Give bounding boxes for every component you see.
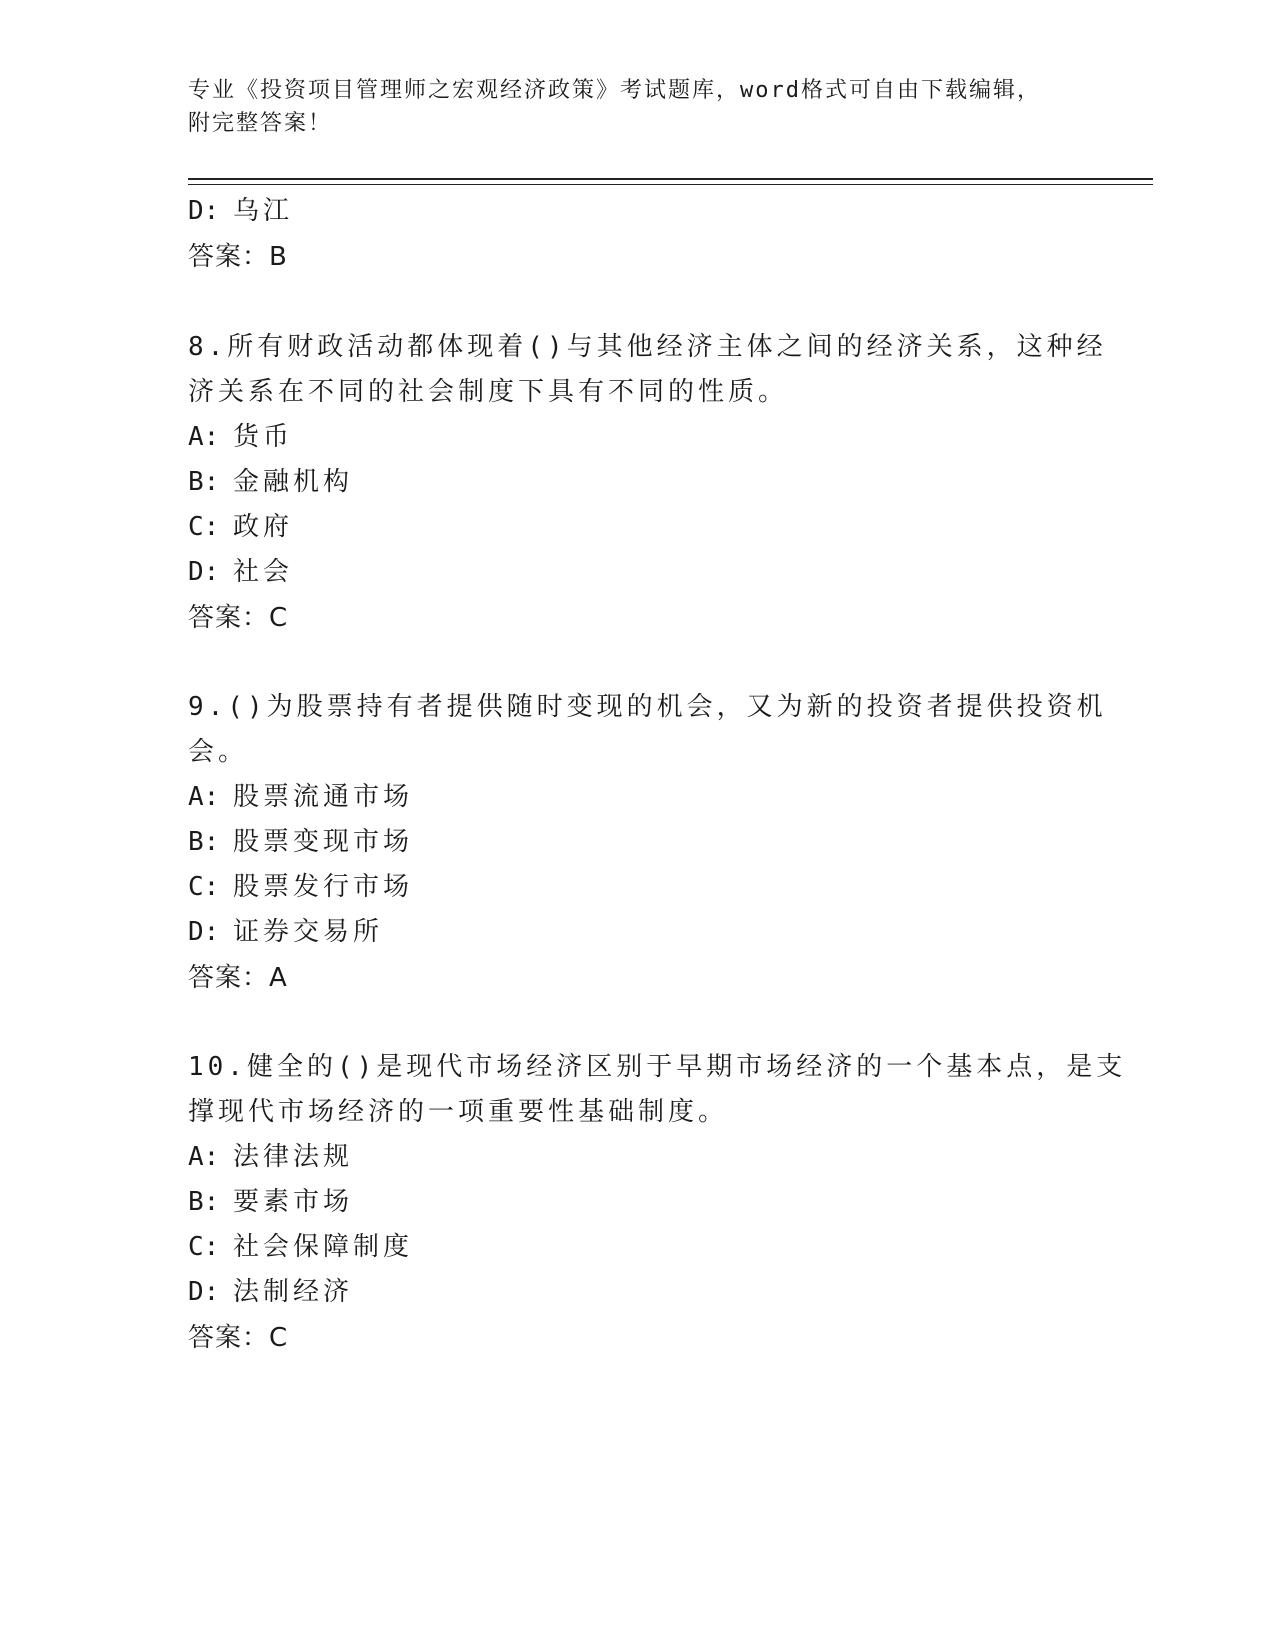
question-9-option-d [188,911,383,948]
option-key: B: [188,1187,220,1217]
option-text: 乌江 [233,196,294,226]
option-text: 要素市场 [233,1187,354,1217]
question-10-option-b [188,1181,353,1218]
question-10-option-c [188,1226,413,1263]
question-8-option-b [188,461,353,498]
header-divider-thin [188,184,1153,185]
option-key: A: [188,422,220,452]
header-line-1: 专业《投资项目管理师之宏观经济政策》考试题库，word格式可自由下载编辑， [188,78,1041,103]
option-key: C: [188,512,220,542]
option-text: 证券交易所 [233,917,384,947]
question-10-line-1: 10.健全的()是现代市场经济区别于早期市场经济的一个基本点，是支 [188,1052,1127,1082]
question-8-option-c [188,506,293,543]
option-key: C: [188,1232,220,1262]
option-key: D: [188,1277,220,1307]
option-key: D: [188,917,220,947]
option-text: 法律法规 [233,1142,354,1172]
question-8-option-a [188,416,293,453]
option-text: 社会保障制度 [233,1232,414,1262]
question-8-option-d [188,551,293,588]
question-9-option-a [188,776,413,813]
question-10-answer: 答案：C [188,1323,289,1353]
option-key: B: [188,467,220,497]
question-9-option-b [188,821,413,858]
question-10-option-a [188,1136,353,1173]
option-text: 股票流通市场 [233,782,414,812]
option-key: A: [188,782,220,812]
option-text: 金融机构 [233,467,354,497]
option-key: D: [188,196,220,226]
option-text: 政府 [233,512,294,542]
question-10-option-d [188,1271,353,1308]
question-9-answer: 答案：A [188,963,288,993]
option-key: D: [188,557,220,587]
question-9-line-1: 9.()为股票持有者提供随时变现的机会，又为新的投资者提供投资机 [188,692,1107,722]
question-8-answer: 答案：C [188,603,289,633]
option-text: 社会 [233,557,294,587]
option-text: 法制经济 [233,1277,354,1307]
option-text: 股票发行市场 [233,872,414,902]
option-text: 货币 [233,422,294,452]
header-line-2: 附完整答案！ [188,111,333,136]
question-10-line-2: 撑现代市场经济的一项重要性基础制度。 [188,1097,729,1127]
header-divider [188,178,1153,180]
prev-option-d [188,190,293,227]
question-8-line-2: 济关系在不同的社会制度下具有不同的性质。 [188,377,789,407]
question-9-line-2: 会。 [188,737,249,767]
question-8-line-1: 8.所有财政活动都体现着()与其他经济主体之间的经济关系，这种经 [188,332,1107,362]
option-key: C: [188,872,220,902]
option-text: 股票变现市场 [233,827,414,857]
option-key: B: [188,827,220,857]
document-header [188,74,1088,140]
prev-answer: 答案：B [188,242,288,272]
option-key: A: [188,1142,220,1172]
question-9-option-c [188,866,413,903]
